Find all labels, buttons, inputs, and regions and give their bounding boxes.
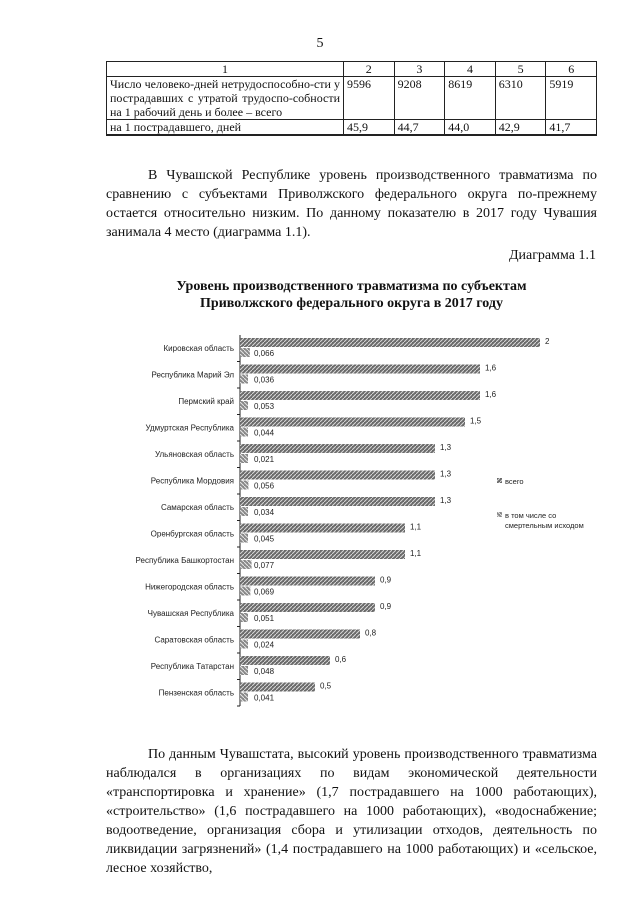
bar-total xyxy=(240,365,480,374)
chart-legend xyxy=(497,477,584,530)
bar-total xyxy=(240,630,360,639)
table-header-cell: 1 xyxy=(107,62,344,77)
legend-label-fatal: в том числе со xyxy=(505,511,557,520)
bar-total-value-label: 1,1 xyxy=(410,549,422,558)
bar-fatal xyxy=(240,613,248,622)
category-label: Республика Марий Эл xyxy=(151,370,234,380)
legend-label-fatal: смертельным исходом xyxy=(505,521,584,530)
table-cell: 6310 xyxy=(495,77,546,120)
table-cell: 8619 xyxy=(445,77,496,120)
bar-total-value-label: 1,3 xyxy=(440,469,452,479)
category-label: Пензенская область xyxy=(158,688,234,698)
category-label: Республика Башкортостан xyxy=(135,556,234,565)
bar-fatal-value-label: 0,053 xyxy=(254,402,275,411)
legend-swatch-total xyxy=(497,478,502,483)
table-header-cell: 6 xyxy=(546,62,597,77)
table-cell: 5919 xyxy=(546,77,597,120)
bar-fatal-value-label: 0,021 xyxy=(254,455,275,464)
bar-total-value-label: 1,6 xyxy=(485,363,497,373)
category-label: Нижегородская область xyxy=(145,582,234,592)
table-row xyxy=(107,77,597,120)
legend-swatch-fatal xyxy=(497,512,502,517)
table-cell: 9208 xyxy=(394,77,445,120)
bar-total xyxy=(240,550,405,559)
bar-total xyxy=(240,471,435,480)
bar-fatal xyxy=(240,348,250,357)
category-label: Удмуртская Республика xyxy=(145,423,234,433)
chart-title xyxy=(106,278,597,312)
bar-fatal xyxy=(240,693,248,702)
table-cell: 44,0 xyxy=(445,120,496,136)
bar-total xyxy=(240,603,375,612)
bar-total xyxy=(240,683,315,692)
bar-fatal xyxy=(240,481,248,490)
table-row-label: Число человеко-дней нетрудоспособно-сти у пострадавших с утратой трудоспо-собности на 1 рабочий день и более – всего xyxy=(107,77,344,120)
category-label: Чувашская Республика xyxy=(147,609,234,618)
table-cell: 45,9 xyxy=(344,120,395,136)
bar-fatal-value-label: 0,034 xyxy=(254,508,275,517)
bar-fatal-value-label: 0,077 xyxy=(254,561,275,570)
bar-total-value-label: 2 xyxy=(545,337,550,346)
table-row xyxy=(107,120,597,136)
diagram-label: Диаграмма 1.1 xyxy=(508,248,596,263)
category-label: Ульяновская область xyxy=(154,450,234,459)
category-label: Самарская область xyxy=(160,503,234,512)
table-header-cell: 3 xyxy=(394,62,445,77)
bar-fatal-value-label: 0,024 xyxy=(254,640,275,650)
table-cell: 42,9 xyxy=(495,120,546,136)
bar-total-value-label: 1,3 xyxy=(440,443,452,452)
bar-fatal-value-label: 0,036 xyxy=(254,375,275,385)
bar-total xyxy=(240,338,540,347)
bar-fatal-value-label: 0,048 xyxy=(254,667,275,676)
page-number: 5 xyxy=(316,36,324,51)
bar-total-value-label: 1,5 xyxy=(470,416,482,426)
bar-fatal xyxy=(240,454,248,463)
category-label: Саратовская область xyxy=(154,635,234,645)
table-header-cell: 4 xyxy=(445,62,496,77)
bar-fatal-value-label: 0,066 xyxy=(254,349,275,358)
bar-fatal-value-label: 0,041 xyxy=(254,693,275,703)
table-header-row xyxy=(107,62,597,77)
bar-total-value-label: 1,6 xyxy=(485,390,497,399)
bar-fatal-value-label: 0,069 xyxy=(254,587,275,597)
table-row-label: на 1 пострадавшего, дней xyxy=(107,120,344,136)
table-cell: 9596 xyxy=(344,77,395,120)
bar-fatal xyxy=(240,587,250,596)
bar-fatal xyxy=(240,428,248,437)
paragraph-chuvashstat: По данным Чувашстата, высокий уровень производственного травматизма наблюдался в организациях по видам экономической деятельности «транспортировка и хранение» (1,7 пострадавшего на 1000 работающих), «строительство» (1,6 пострадавшего на 1000 работающих), «водоснабжение; водоотведение, организация сбора и утилизации отходов, деятельность по ликвидации загрязнений» (1,4 пострадавшего на 1000 работающих) и «сельское, лесное хозяйство, xyxy=(106,747,597,876)
table-header-cell: 5 xyxy=(495,62,546,77)
bar-total xyxy=(240,444,435,453)
table-cell: 44,7 xyxy=(394,120,445,136)
bar-total-value-label: 0,8 xyxy=(365,628,377,638)
bar-fatal xyxy=(240,534,248,543)
bar-total-value-label: 1,1 xyxy=(410,522,422,532)
category-label: Кировская область xyxy=(163,344,234,353)
legend-label-total: всего xyxy=(505,477,524,486)
injury-bar-chart xyxy=(0,330,640,720)
bar-total xyxy=(240,577,375,586)
bar-fatal xyxy=(240,401,248,410)
bar-total-value-label: 0,5 xyxy=(320,681,332,691)
category-label: Республика Татарстан xyxy=(150,662,234,671)
bar-total xyxy=(240,418,465,427)
statistics-table xyxy=(106,61,597,136)
table-cell: 41,7 xyxy=(546,120,597,136)
bar-total xyxy=(240,497,435,506)
table-header-cell: 2 xyxy=(344,62,395,77)
bar-total xyxy=(240,391,480,400)
bar-total xyxy=(240,524,405,533)
chart-title-line: Уровень производственного травматизма по субъектам xyxy=(176,279,527,294)
bar-fatal-value-label: 0,045 xyxy=(254,534,275,544)
category-label: Пермский край xyxy=(178,397,234,406)
bar-total xyxy=(240,656,330,665)
bar-fatal xyxy=(240,507,248,516)
bar-fatal xyxy=(240,666,248,675)
chart-title-line: Приволжского федерального округа в 2017 году xyxy=(200,296,503,311)
bar-fatal xyxy=(240,375,248,384)
bar-total-value-label: 0,9 xyxy=(380,575,392,585)
bar-fatal-value-label: 0,044 xyxy=(254,428,275,438)
category-label: Республика Мордовия xyxy=(150,476,234,486)
paragraph-injury-ranking: В Чувашской Республике уровень производственного травматизма по сравнению с субъектами Приволжского федерального округа по-прежнему остается относительно низким. По данному показателю в 2017 году Чувашия занимала 4 место (диаграмма 1.1). xyxy=(106,168,597,240)
bar-fatal xyxy=(240,640,248,649)
bar-fatal-value-label: 0,051 xyxy=(254,614,275,623)
bar-total-value-label: 1,3 xyxy=(440,496,452,505)
bar-total-value-label: 0,6 xyxy=(335,655,347,664)
bar-fatal-value-label: 0,056 xyxy=(254,481,275,491)
bar-fatal xyxy=(240,560,252,569)
category-label: Оренбургская область xyxy=(150,529,234,539)
bar-total-value-label: 0,9 xyxy=(380,602,392,611)
